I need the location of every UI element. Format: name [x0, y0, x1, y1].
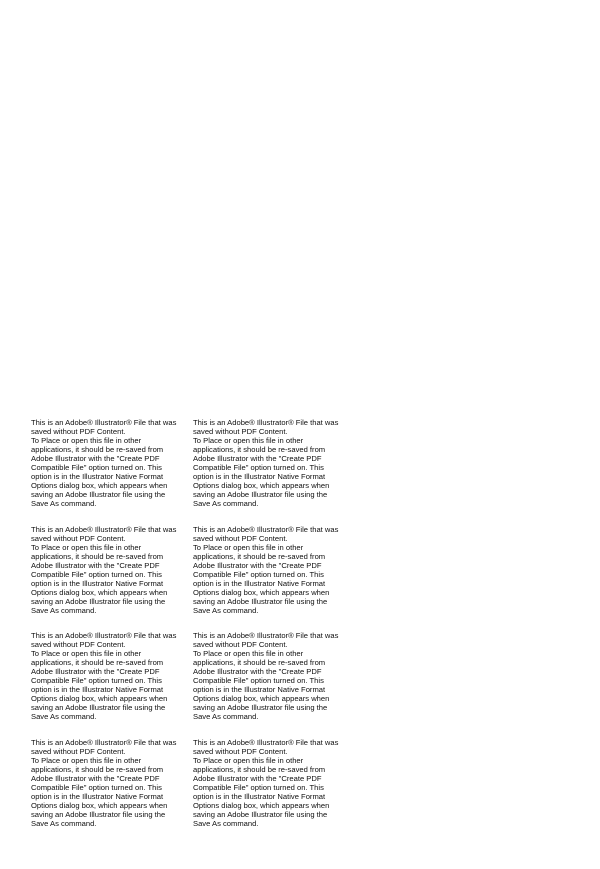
pdf-content-notice-block: This is an Adobe® Illustrator® File that was saved without PDF Content. To Place or open this file in other applications, it should be re-saved from Adobe Illustrator with the "Create PDF Compatible File" option turned on. This option is in the Illustrator Native Format Options dialog box, which appears when saving an Adobe Illustrator file using the Save As command. [193, 737, 339, 828]
pdf-content-notice-block: This is an Adobe® Illustrator® File that was saved without PDF Content. To Place or open this file in other applications, it should be re-saved from Adobe Illustrator with the "Create PDF Compatible File" option turned on. This option is in the Illustrator Native Format Options dialog box, which appears when saving an Adobe Illustrator file using the Save As command. [193, 524, 339, 615]
pdf-content-notice-block: This is an Adobe® Illustrator® File that was saved without PDF Content. To Place or open this file in other applications, it should be re-saved from Adobe Illustrator with the "Create PDF Compatible File" option turned on. This option is in the Illustrator Native Format Options dialog box, which appears when saving an Adobe Illustrator file using the Save As command. [193, 418, 339, 508]
pdf-content-notice-block: This is an Adobe® Illustrator® File that was saved without PDF Content. To Place or open this file in other applications, it should be re-saved from Adobe Illustrator with the "Create PDF Compatible File" option turned on. This option is in the Illustrator Native Format Options dialog box, which appears when saving an Adobe Illustrator file using the Save As command. [31, 524, 177, 615]
pdf-content-notice-block: This is an Adobe® Illustrator® File that was saved without PDF Content. To Place or open this file in other applications, it should be re-saved from Adobe Illustrator with the "Create PDF Compatible File" option turned on. This option is in the Illustrator Native Format Options dialog box, which appears when saving an Adobe Illustrator file using the Save As command. [31, 737, 177, 828]
pdf-content-notice-block: This is an Adobe® Illustrator® File that was saved without PDF Content. To Place or open this file in other applications, it should be re-saved from Adobe Illustrator with the "Create PDF Compatible File" option turned on. This option is in the Illustrator Native Format Options dialog box, which appears when saving an Adobe Illustrator file using the Save As command. [31, 418, 177, 508]
pdf-content-notice-block: This is an Adobe® Illustrator® File that was saved without PDF Content. To Place or open this file in other applications, it should be re-saved from Adobe Illustrator with the "Create PDF Compatible File" option turned on. This option is in the Illustrator Native Format Options dialog box, which appears when saving an Adobe Illustrator file using the Save As command. [31, 631, 177, 721]
pdf-content-notice-block: This is an Adobe® Illustrator® File that was saved without PDF Content. To Place or open this file in other applications, it should be re-saved from Adobe Illustrator with the "Create PDF Compatible File" option turned on. This option is in the Illustrator Native Format Options dialog box, which appears when saving an Adobe Illustrator file using the Save As command. [193, 631, 339, 721]
text-block-grid [31, 418, 551, 844]
